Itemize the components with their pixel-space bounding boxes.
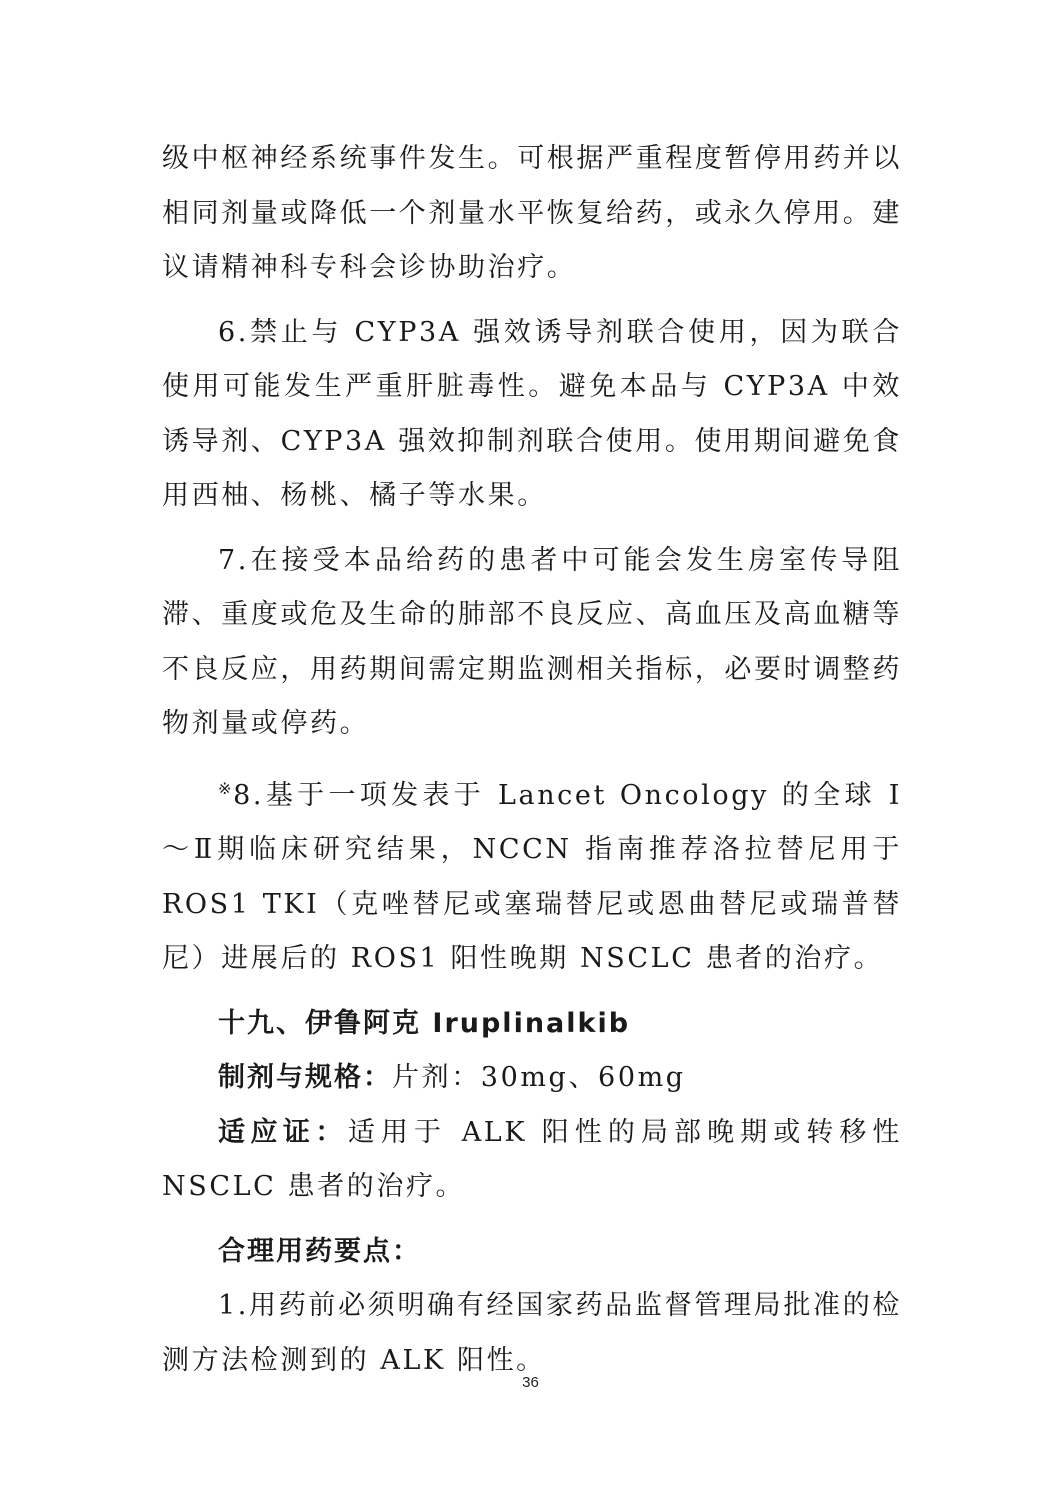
document-body	[162, 132, 902, 1388]
page-number: 36	[522, 1374, 539, 1391]
paragraph-item-8	[162, 762, 902, 987]
paragraph-item-6: 6.禁止与 CYP3A 强效诱导剂联合使用，因为联合使用可能发生严重肝脏毒性。避免本品与 CYP3A 中效诱导剂、CYP3A 强效抑制剂联合使用。使用期间避免食用西柚、杨桃、橘子等水果。	[162, 316, 902, 511]
section-heading: 十九、伊鲁阿克 Iruplinalkib	[218, 1007, 631, 1039]
indication-paragraph	[162, 1106, 902, 1215]
formulation-text: 片剂：30mg、60mg	[392, 1062, 686, 1093]
formulation-label: 制剂与规格：	[218, 1062, 392, 1093]
key-points-label: 合理用药要点：	[218, 1235, 421, 1267]
formulation-line	[162, 1051, 902, 1106]
indication-text: 适用于 ALK 阳性的局部晚期或转移性 NSCLC 患者的治疗。	[162, 1116, 902, 1202]
indication-label: 适应证：	[218, 1116, 348, 1148]
key-point-1: 1.用药前必须明确有经国家药品监督管理局批准的检测方法检测到的 ALK 阳性。	[162, 1290, 902, 1376]
paragraph-item-8-text: 8.基于一项发表于 Lancet Oncology 的全球 Ⅰ～Ⅱ期临床研究结果，NCCN 指南推荐洛拉替尼用于 ROS1 TKI（克唑替尼或塞瑞替尼或恩曲替尼或瑞普替尼）进展后的 ROS1 阳性晚期 NSCLC 患者的治疗。	[162, 779, 903, 974]
reference-mark: ※	[218, 778, 234, 798]
paragraph-cns-events: 级中枢神经系统事件发生。可根据严重程度暂停用药并以相同剂量或降低一个剂量水平恢复给药，或永久停用。建议请精神科专科会诊协助治疗。	[162, 143, 902, 283]
paragraph-item-7: 7.在接受本品给药的患者中可能会发生房室传导阻滞、重度或危及生命的肺部不良反应、高血压及高血糖等不良反应，用药期间需定期监测相关指标，必要时调整药物剂量或停药。	[162, 544, 902, 739]
